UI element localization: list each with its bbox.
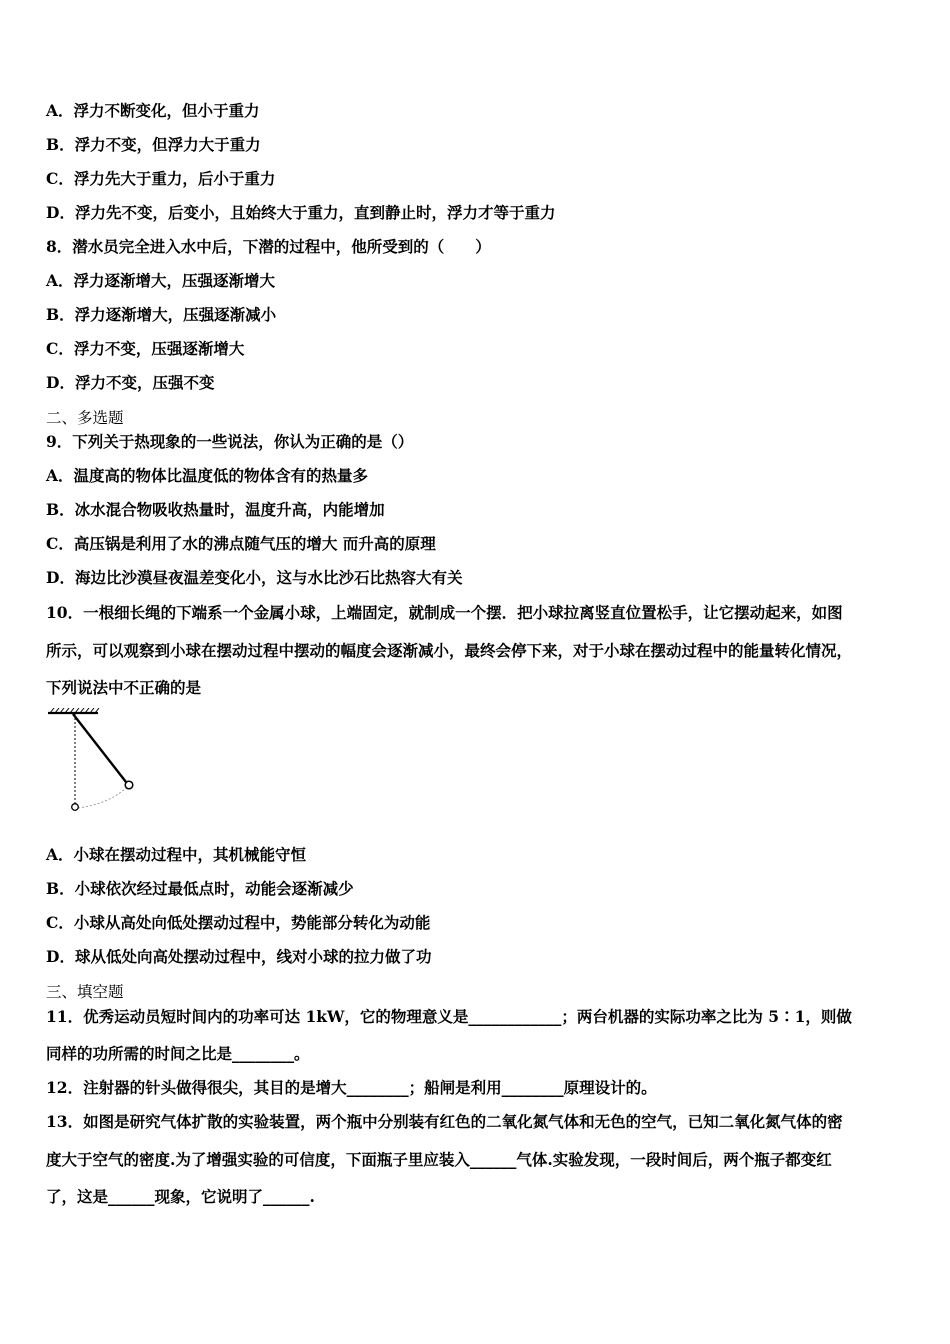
q7-option-c: C．浮力先大于重力，后小于重力 xyxy=(46,169,276,188)
section-multiple-choice: 二、多选题 xyxy=(46,409,124,427)
pendulum-figure xyxy=(46,708,146,818)
q13-line-2: 度大于空气的密度.为了增强实验的可信度，下面瓶子里应装入______气体.实验发现，一段时间后，两个瓶子都变红 xyxy=(46,1150,832,1169)
q13-line-3: 了，这是______现象，它说明了______. xyxy=(46,1187,315,1206)
q11-line-2: 同样的功所需的时间之比是________。 xyxy=(46,1044,310,1063)
pendulum-swing-arc xyxy=(78,788,126,808)
q8-option-b: B．浮力逐渐增大，压强逐渐减小 xyxy=(46,305,277,324)
q9-option-b: B．冰水混合物吸收热量时，温度升高，内能增加 xyxy=(46,500,385,519)
q9-stem: 9．下列关于热现象的一些说法，你认为正确的是（） xyxy=(46,432,414,451)
q9-option-a: A．温度高的物体比温度低的物体含有的热量多 xyxy=(46,466,369,485)
q8-stem: 8．潜水员完全进入水中后，下潜的过程中，他所受到的（ ） xyxy=(46,237,491,256)
q10-option-b: B．小球依次经过最低点时，动能会逐渐减少 xyxy=(46,879,354,898)
section-fill-in-blank: 三、填空题 xyxy=(46,983,124,1001)
q7-option-a: A．浮力不断变化，但小于重力 xyxy=(46,101,260,120)
pendulum-ball-rest xyxy=(72,804,79,811)
q11-line-1: 11．优秀运动员短时间内的功率可达 1kW，它的物理意义是____________；两台机器的实际功率之比为 5∶1，则做 xyxy=(46,1007,852,1026)
pendulum-string xyxy=(73,714,126,782)
q10-stem-line-2: 所示，可以观察到小球在摆动过程中摆动的幅度会逐渐减小，最终会停下来，对于小球在摆动过程中的能量转化情况， xyxy=(46,641,853,660)
pendulum-ball-displaced xyxy=(125,781,133,789)
q10-option-d: D．球从低处向高处摆动过程中，线对小球的拉力做了功 xyxy=(46,947,432,966)
q10-option-a: A．小球在摆动过程中，其机械能守恒 xyxy=(46,845,307,864)
q8-option-c: C．浮力不变，压强逐渐增大 xyxy=(46,339,245,358)
q8-option-d: D．浮力不变，压强不变 xyxy=(46,373,215,392)
q10-stem-line-1: 10．一根细长绳的下端系一个金属小球，上端固定，就制成一个摆．把小球拉离竖直位置松手，让它摆动起来，如图 xyxy=(46,603,843,622)
q12: 12．注射器的针头做得很尖，其目的是增大________；船闸是利用________原理设计的。 xyxy=(46,1078,657,1097)
q8-option-a: A．浮力逐渐增大，压强逐渐增大 xyxy=(46,271,276,290)
q10-stem-line-3: 下列说法中不正确的是 xyxy=(46,678,202,697)
q7-option-b: B．浮力不变，但浮力大于重力 xyxy=(46,135,261,154)
q9-option-c: C．高压锅是利用了水的沸点随气压的增大 而升高的原理 xyxy=(46,534,436,553)
q9-option-d: D．海边比沙漠昼夜温差变化小，这与水比沙石比热容大有关 xyxy=(46,568,463,587)
q7-option-d: D．浮力先不变，后变小，且始终大于重力，直到静止时，浮力才等于重力 xyxy=(46,203,556,222)
q13-line-1: 13．如图是研究气体扩散的实验装置，两个瓶中分别装有红色的二氧化氮气体和无色的空气，已知二氧化氮气体的密 xyxy=(46,1112,843,1131)
q10-option-c: C．小球从高处向低处摆动过程中，势能部分转化为动能 xyxy=(46,913,431,932)
